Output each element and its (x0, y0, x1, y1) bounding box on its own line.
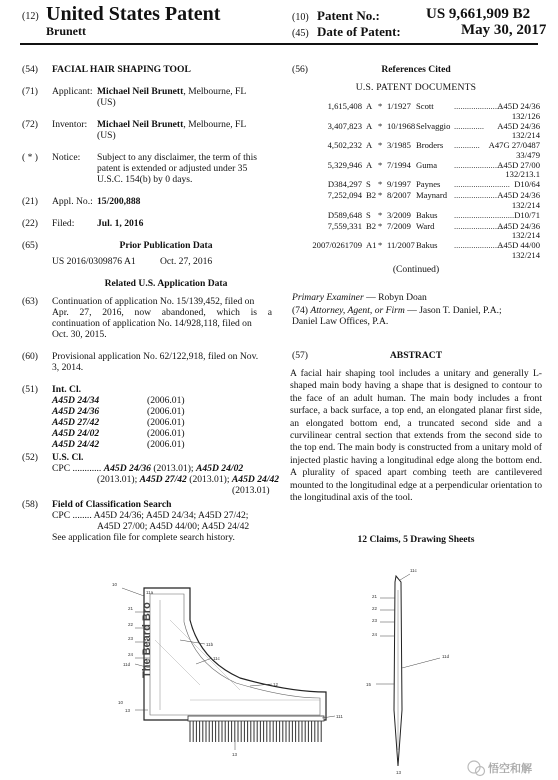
ref-cls2: 132/214 (511, 249, 540, 260)
code-12: (12) (22, 11, 39, 22)
ref-no: D589,648 (327, 209, 362, 220)
ref-name: Bakus (416, 209, 438, 220)
fig1-label: 10 (118, 700, 124, 705)
applicant-label: Applicant: (52, 86, 93, 97)
ref-kind: S (366, 179, 371, 189)
ref-cls: A47G 27/0487 (488, 140, 540, 150)
inventor-country: (US) (97, 130, 116, 141)
ref-kind: A (366, 140, 373, 150)
patent-no-label: Patent No.: (317, 8, 380, 23)
code-21: (21) (22, 196, 38, 207)
continuation-line-1: Continuation of application No. 15/139,452, filed on (52, 296, 255, 307)
filed-date: Jul. 1, 2016 (97, 218, 144, 229)
ref-name: Paynes (416, 179, 441, 189)
fig1-label: 12 (273, 682, 279, 687)
code-63: (63) (22, 296, 38, 307)
field-search-line-1: CPC ........ A45D 24/36; A45D 24/34; A45D 27/42; (52, 510, 249, 521)
fig1-label: 111 (336, 714, 343, 719)
drawing-figures (0, 560, 558, 780)
ref-kind: B2 (366, 190, 377, 200)
provisional-line-1: Provisional application No. 62/122,918, filed on Nov. (52, 351, 259, 362)
ref-dots: ...................... (454, 101, 502, 111)
fig1-label: 11d (123, 662, 131, 667)
provisional-line-2: 3, 2014. (52, 362, 84, 373)
filed-label: Filed: (52, 218, 75, 229)
ref-date: 7/2009 (387, 220, 411, 231)
references-title: References Cited (381, 64, 451, 75)
code-54: (54) (22, 64, 38, 75)
claims-summary: 12 Claims, 5 Drawing Sheets (357, 534, 475, 545)
ref-dots: .......................... (454, 179, 510, 189)
ref-dots: ............................ (454, 209, 515, 220)
continuation-line-3: continuation of application No. 14/928,118, filed on (52, 318, 252, 329)
ref-cls: A45D 24/36 (497, 120, 540, 131)
date-label: Date of Patent: (317, 24, 401, 39)
fig1-label: 10 (112, 582, 118, 587)
fig1-label: 11b (206, 642, 214, 647)
cpc-line-2: (2013.01); A45D 27/42 (2013.01); A45D 24/42 (97, 474, 280, 485)
int-cl-title: Int. Cl. (52, 384, 82, 395)
ref-star: * (378, 140, 383, 150)
ref-name: Maynard (416, 190, 448, 200)
abstract-text: A facial hair shaping tool includes a unitary and generally L-shaped main body having a shape that is designed to contour to the face of an adult human. The main body includes a front surface, a back surface, a top end, an elongated planar first side, an elongated bottom end, a truncated second side and a curvilinear central section that extends from the second side to the top end. The main body is constructed from a unitary mold of injected plastic having a longitudinal edge along the bottom end. A plurality of spaced apart combing teeth are cantilevered mounted to the longitudinal edge at a perpendicular orientation to the longitudinal axis of the tool. (290, 368, 542, 504)
ref-cls2: 132/213.1 (505, 169, 540, 179)
ref-cls: D10/71 (514, 209, 540, 220)
code-60: (60) (22, 351, 38, 362)
ref-star: * (378, 209, 383, 220)
related-data-title: Related U.S. Application Data (104, 278, 228, 289)
us-patent-docs-title: U.S. PATENT DOCUMENTS (355, 82, 477, 93)
code-notice: ( * ) (22, 152, 38, 163)
code-51: (51) (22, 384, 38, 395)
ref-cls2: 132/214 (511, 230, 540, 240)
ref-date: 9/1997 (387, 179, 411, 189)
code-71: (71) (22, 86, 38, 97)
patent-type-title: United States Patent (46, 3, 221, 25)
ref-name: Selvaggio (416, 120, 451, 131)
patent-number: US 9,661,909 B2 (426, 6, 531, 22)
ref-cls: A45D 24/36 (497, 220, 540, 231)
ref-kind: A (366, 101, 373, 111)
ref-name: Ward (416, 220, 435, 231)
fig2-label: 22 (372, 606, 378, 611)
ref-star: * (378, 220, 383, 231)
code-65: (65) (22, 240, 38, 251)
continued-note: (Continued) (392, 264, 440, 275)
ref-name: Guma (416, 159, 438, 170)
ref-dots: ............ (454, 140, 480, 150)
ref-no: 2007/0261709 (312, 240, 362, 250)
fig1-label: 13 (125, 708, 131, 713)
fig2-label: 13 (396, 770, 402, 775)
ref-star: * (378, 240, 383, 250)
ref-date: 11/2007 (387, 240, 415, 250)
code-58: (58) (22, 499, 38, 510)
ref-cls2: 132/214 (511, 199, 540, 210)
patent-date: May 30, 2017 (461, 22, 547, 38)
fig2-label: 23 (372, 618, 378, 623)
field-search-line-2: A45D 27/00; A45D 44/00; A45D 24/42 (97, 521, 250, 532)
code-10: (10) (292, 12, 309, 23)
cpc-line-1: CPC ............ A45D 24/36 (2013.01); A45D 24/02 (52, 463, 244, 474)
ref-dots: ...................... (454, 159, 502, 170)
ref-no: 7,252,094 (327, 190, 362, 200)
code-22: (22) (22, 218, 38, 229)
notice-line-1: Subject to any disclaimer, the term of this (97, 152, 258, 163)
ref-star: * (378, 120, 383, 131)
ref-star: * (378, 179, 383, 189)
ref-kind: B2 (366, 220, 377, 231)
ref-no: 5,329,946 (327, 159, 362, 170)
code-57: (57) (292, 350, 308, 361)
ref-no: 4,502,232 (327, 140, 362, 150)
ref-date: 3/2009 (387, 209, 411, 220)
ref-cls2: 132/214 (511, 130, 540, 140)
continuation-line-4: Oct. 30, 2015. (52, 329, 107, 340)
continuation-line-2: Apr. 27, 2016, now abandoned, which is a (52, 307, 272, 318)
primary-examiner: Primary Examiner — Robyn Doan (292, 292, 427, 303)
ref-cls: A45D 27/00 (497, 159, 540, 170)
ref-kind: S (366, 209, 371, 220)
fig2-side-view (366, 568, 450, 775)
ref-date: 10/1968 (387, 120, 416, 131)
ref-star: * (378, 101, 383, 111)
ref-name: Scott (416, 101, 434, 111)
fig1-label: 13 (232, 752, 238, 757)
ref-no: 3,407,823 (327, 120, 362, 131)
fig1-label: 11c (213, 656, 220, 661)
fig2-label: 11d (442, 654, 450, 659)
ref-date: 1/1927 (387, 101, 411, 111)
ref-name: Broders (416, 140, 444, 150)
field-search-line-3: See application file for complete search history. (52, 532, 235, 543)
fig1-label: 23 (128, 636, 134, 641)
ref-cls2: 33/479 (516, 149, 540, 160)
ref-cls: A45D 44/00 (497, 240, 540, 250)
fig1-label: 21 (128, 606, 134, 611)
field-search-title: Field of Classification Search (52, 499, 172, 510)
ref-date: 3/1985 (387, 140, 411, 150)
ref-no: 1,615,408 (327, 101, 362, 111)
pub-date: Oct. 27, 2016 (160, 256, 213, 267)
ref-no: 7,559,331 (327, 220, 362, 231)
comb-teeth (188, 716, 324, 742)
fig1-label: 24 (128, 652, 134, 657)
notice-label: Notice: (52, 152, 81, 163)
prior-pub-title: Prior Publication Data (119, 240, 213, 251)
ref-dots: ........................ (454, 220, 506, 231)
ref-date: 8/2007 (387, 190, 411, 200)
us-cl-title: U.S. Cl. (52, 452, 84, 463)
code-45: (45) (292, 28, 309, 39)
ref-date: 7/1994 (387, 159, 411, 170)
appl-no-label: Appl. No.: (52, 196, 93, 207)
ref-cls: D10/64 (514, 179, 540, 189)
attorney-line-2: Daniel Law Offices, P.A. (292, 316, 389, 327)
code-56: (56) (292, 64, 308, 75)
cpc-line-3: (2013.01) (232, 485, 270, 496)
comb-spine (188, 716, 324, 721)
ref-cls2: 132/126 (511, 110, 540, 121)
fig2-label: 21 (372, 594, 378, 599)
fig1-label: 11a (146, 590, 154, 595)
ref-kind: A1 (366, 240, 377, 250)
ref-kind: A (366, 120, 373, 131)
fig2-label: 24 (372, 632, 378, 637)
ref-star: * (378, 159, 383, 170)
fig1-vertical-text: The Beard Bro (141, 602, 153, 678)
ref-name: Bakus (416, 240, 438, 250)
abstract-title: ABSTRACT (389, 350, 443, 361)
watermark (468, 761, 533, 776)
applicant: Michael Neil Brunett, Melbourne, FL (97, 86, 247, 97)
ref-cls: A45D 24/36 (497, 101, 540, 111)
appl-no: 15/200,888 (97, 196, 141, 207)
notice-line-3: U.S.C. 154(b) by 0 days. (97, 174, 193, 185)
header-rule (20, 43, 538, 45)
ref-dots: .............. (454, 120, 485, 131)
fig1-beard-tool (112, 582, 343, 757)
inventor-label: Inventor: (52, 119, 88, 130)
ref-dots: .................... (454, 190, 497, 200)
code-72: (72) (22, 119, 38, 130)
fig2-label: 15 (366, 682, 372, 687)
fig2-label: 11c (410, 568, 417, 573)
code-52: (52) (22, 452, 38, 463)
invention-title: FACIAL HAIR SHAPING TOOL (52, 64, 191, 75)
watermark-text: 悟空和解 (488, 763, 532, 775)
applicant-country: (US) (97, 97, 116, 108)
inventor: Michael Neil Brunett, Melbourne, FL (97, 119, 247, 130)
ref-dots: ...................... (454, 240, 502, 250)
ref-no: D384,297 (327, 179, 362, 189)
ref-kind: A (366, 159, 373, 170)
fig1-label: 22 (128, 622, 134, 627)
pub-number: US 2016/0309876 A1 (52, 256, 136, 267)
ref-star: * (378, 190, 383, 200)
attorney: (74) Attorney, Agent, or Firm — Jason T. Daniel, P.A.; (292, 305, 502, 316)
notice-line-2: patent is extended or adjusted under 35 (97, 163, 248, 174)
ref-cls: A45D 24/36 (497, 190, 540, 200)
inventor-short: Brunett (46, 24, 86, 38)
